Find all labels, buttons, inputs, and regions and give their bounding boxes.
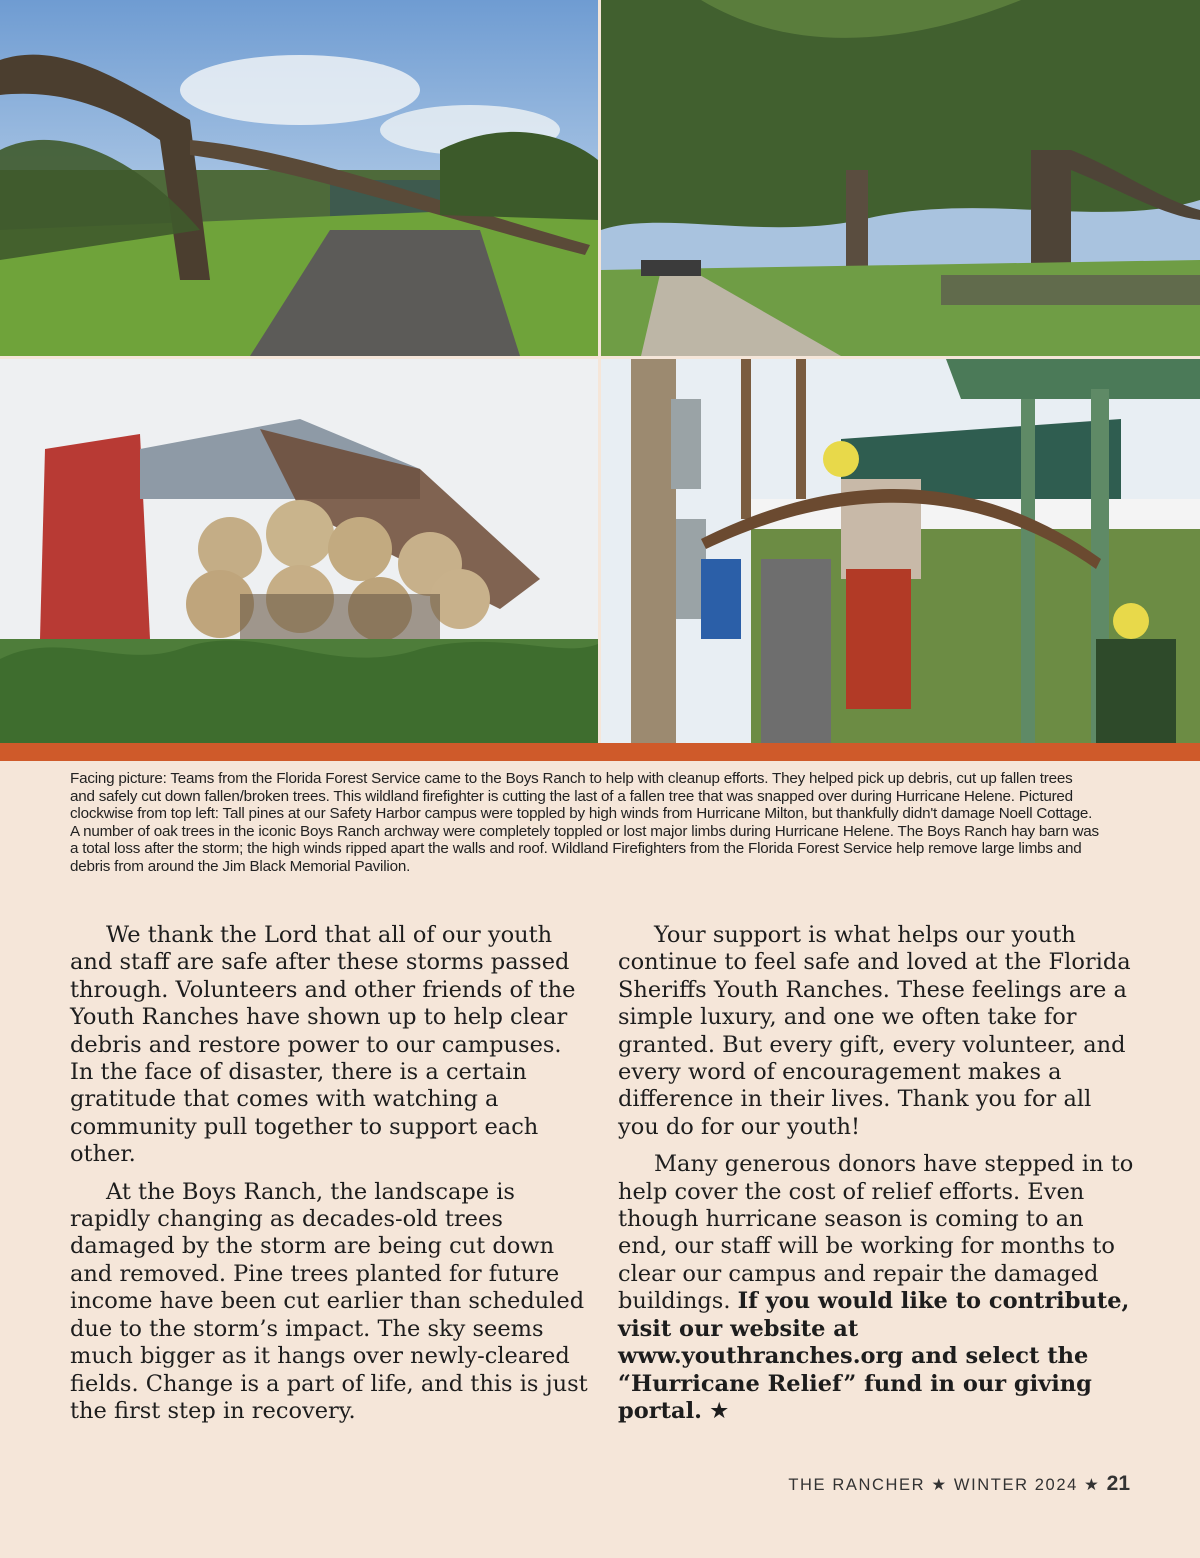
paragraph-intro: Many generous donors have stepped in to help cover the cost of relief efforts. Even though hurricane season is coming to an end, our staff will be working for months to clear our campus and repair the damaged buildings.	[618, 1151, 1134, 1315]
page-number: 21	[1106, 1472, 1130, 1495]
photo-firefighters	[601, 359, 1200, 744]
article-column-left	[70, 922, 590, 1435]
end-star-icon: ★	[701, 1397, 730, 1424]
paragraph: We thank the Lord that all of our youth and staff are safe after these storms passed through. Volunteers and other friends of the Youth Ranches have shown up to help clear debris and restore power to our campuses. In the face of disaster, there is a certain gratitude that comes with watching a community pull together to support each other.	[70, 922, 576, 1168]
accent-divider-bar	[0, 743, 1200, 761]
paragraph: Your support is what helps our youth continue to feel safe and loved at the Florida Sheriffs Youth Ranches. These feelings are a simple luxury, and one we often take for granted. But every gift, every volunteer, and every word of encouragement makes a difference in their lives. Thank you for all you do for our youth!	[618, 922, 1131, 1140]
donation-call-to-action: If you would like to contribute, visit our website at www.youthranches.org and select the “Hurricane Relief” fund in our giving portal.	[618, 1288, 1130, 1424]
page-footer	[788, 1472, 1130, 1496]
issue-label: WINTER 2024	[953, 1476, 1078, 1494]
paragraph: At the Boys Ranch, the landscape is rapidly changing as decades-old trees damaged by the storm are being cut down and removed. Pine trees planted for future income have been cut earlier than scheduled due to the storm’s impact. The sky seems much bigger as it hangs over newly-cleared fields. Change is a part of life, and this is just the first step in recovery.	[70, 1178, 588, 1424]
photo-caption: Facing picture: Teams from the Florida Forest Service came to the Boys Ranch to help with cleanup efforts. They helped pick up debris, cut up fallen trees and safely cut down fallen/broken trees. This wildland firefighter is cutting the last of a fallen tree that was snapped over during Hurricane Helene. Pictured clockwise from top left: Tall pines at our Safety Harbor campus were toppled by high winds from Hurricane Milton, but thankfully didn't damage Noell Cottage. A number of oak trees in the iconic Boys Ranch archway were completely toppled or lost major limbs during Hurricane Helene. The Boys Ranch hay barn was a total loss after the storm; the high winds ripped apart the walls and roof. Wildland Firefighters from the Florida Forest Service help remove large limbs and debris from around the Jim Black Memorial Pavilion.	[70, 770, 1099, 875]
photo-oak-archway	[601, 0, 1200, 356]
photo-fallen-pine	[0, 0, 598, 356]
publication-name: THE RANCHER	[788, 1476, 926, 1494]
article-column-right	[618, 922, 1138, 1435]
star-separator-icon: ★	[1077, 1476, 1107, 1494]
star-separator-icon: ★	[925, 1476, 954, 1494]
photo-hay-barn	[0, 359, 598, 744]
paragraph	[618, 1151, 1138, 1425]
